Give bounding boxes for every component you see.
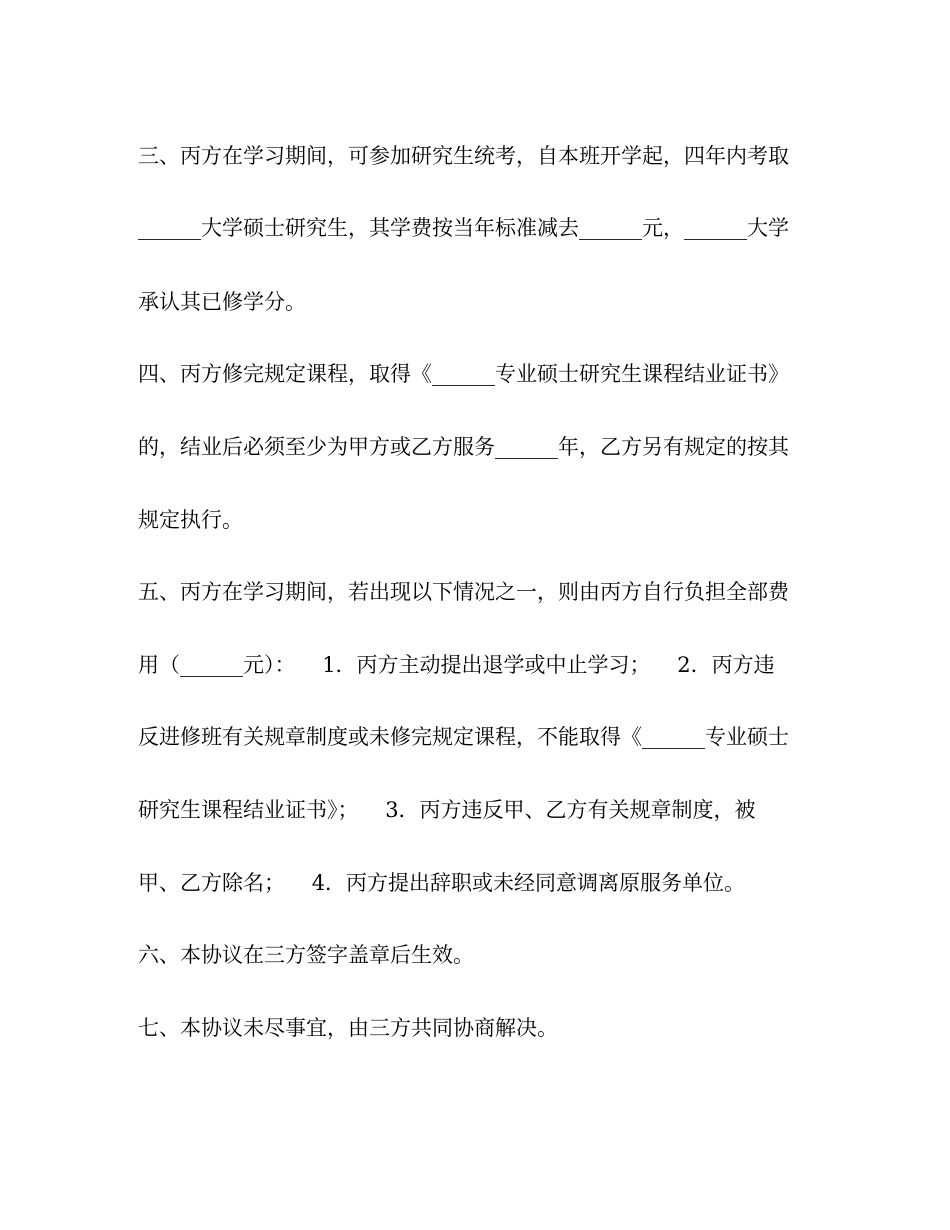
clause-3-line-3: 承认其已修学分。 bbox=[138, 290, 306, 314]
clause-7-line: 七、本协议未尽事宜，由三方共同协商解决。 bbox=[138, 1016, 558, 1040]
clause-6-line: 六、本协议在三方签字盖章后生效。 bbox=[138, 943, 474, 967]
clause-5-line-1: 五、丙方在学习期间，若出现以下情况之一，则由丙方自行负担全部费 bbox=[138, 580, 789, 604]
clause-4-line-1: 四、丙方修完规定课程，取得《______专业硕士研究生课程结业证书》 bbox=[138, 362, 789, 386]
clause-5-line-5: 甲、乙方除名； 4．丙方提出辞职或未经同意调离原服务单位。 bbox=[138, 871, 746, 895]
clause-3-line-2: ______大学硕士研究生，其学费按当年标准减去______元，______大学 bbox=[138, 216, 789, 240]
clause-4-line-2: 的，结业后必须至少为甲方或乙方服务______年，乙方另有规定的按其 bbox=[138, 435, 789, 459]
clause-3-line-1: 三、丙方在学习期间，可参加研究生统考，自本班开学起，四年内考取 bbox=[138, 144, 789, 168]
clause-5-line-3: 反进修班有关规章制度或未修完规定课程，不能取得《______专业硕士 bbox=[138, 725, 789, 749]
clause-4-line-3: 规定执行。 bbox=[138, 508, 243, 532]
clause-5-line-2: 用（______元）： 1．丙方主动提出退学或中止学习； 2．丙方违 bbox=[138, 653, 775, 677]
clause-5-line-4: 研究生课程结业证书》； 3．丙方违反甲、乙方有关规章制度，被 bbox=[138, 798, 756, 822]
